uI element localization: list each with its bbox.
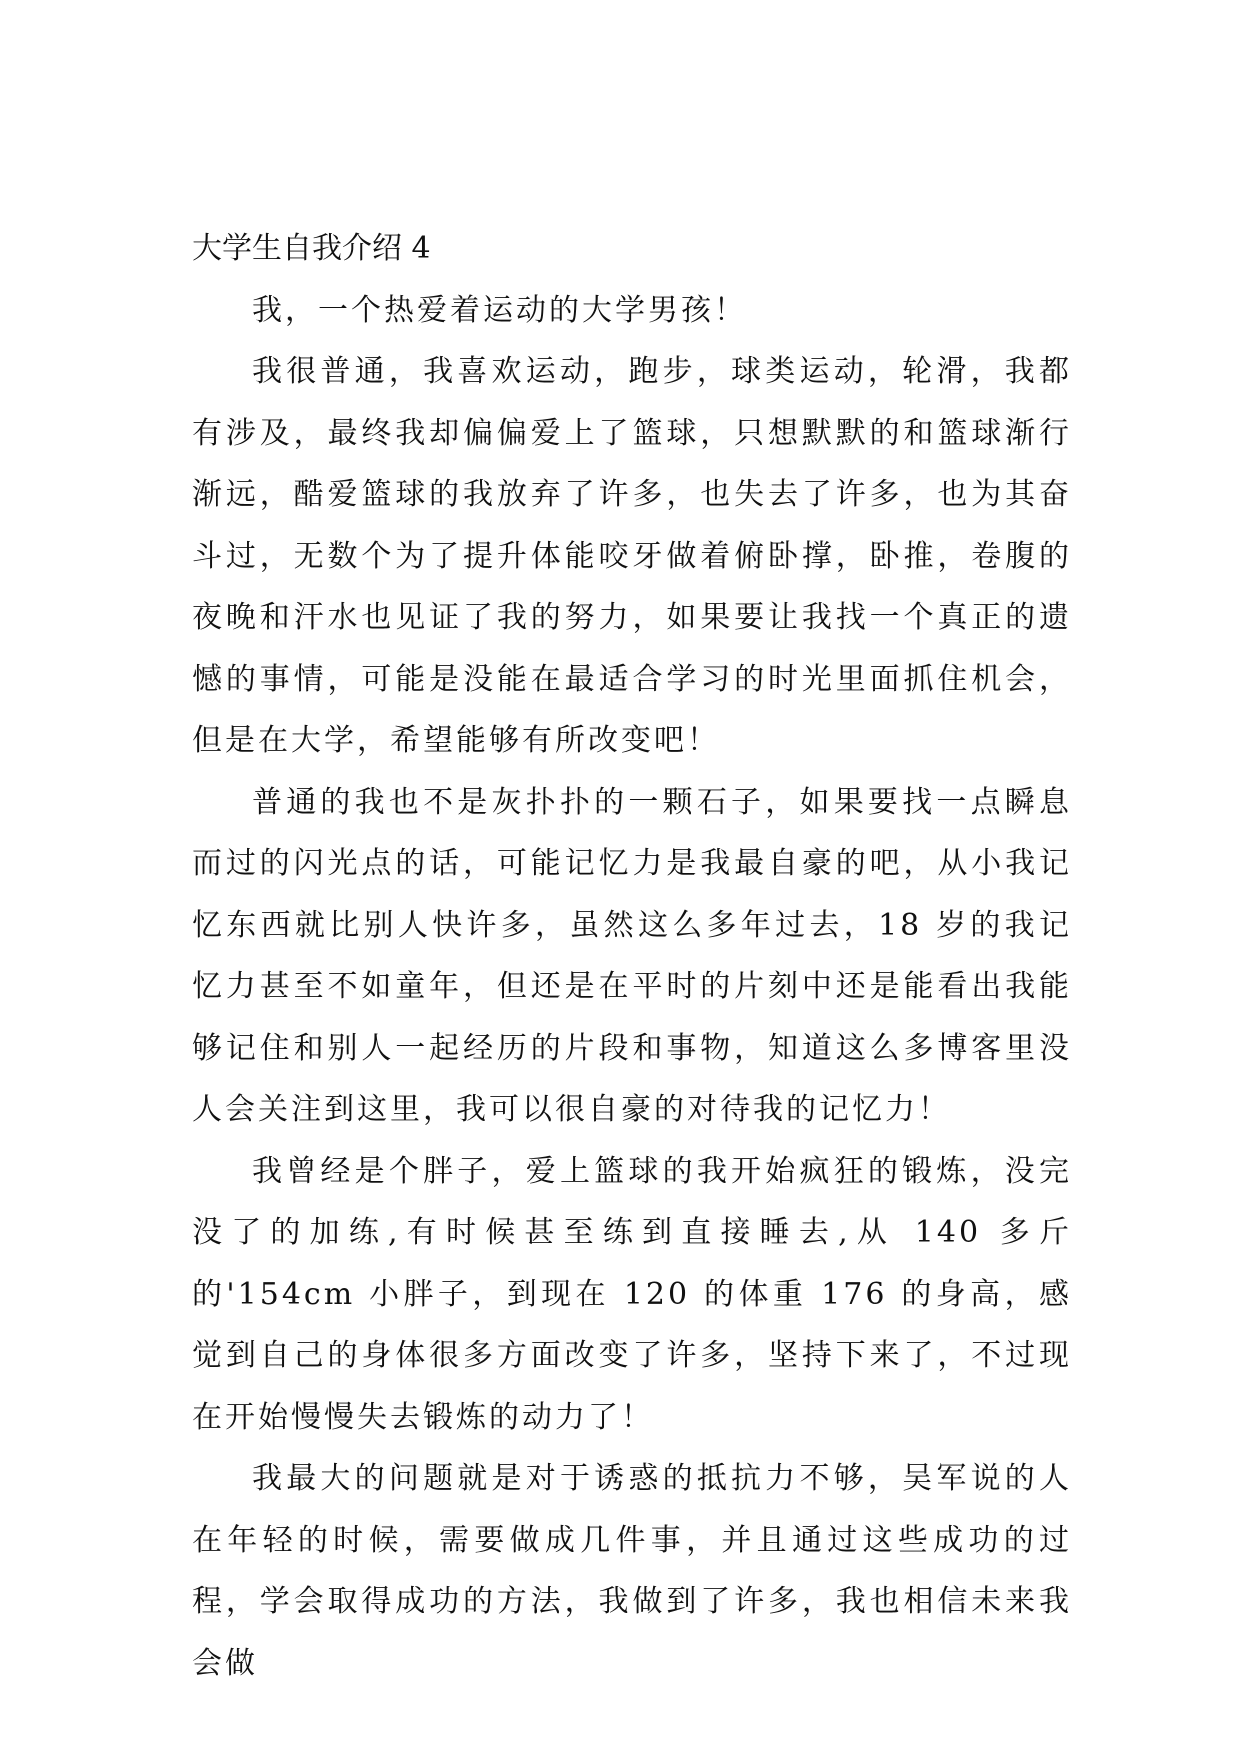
document-body <box>192 218 1072 1694</box>
document-title: 大学生自我介绍 4 <box>192 231 431 266</box>
paragraph-fitness: 我曾经是个胖子，爱上篮球的我开始疯狂的锻炼，没完没了的加练,有时候甚至练到直接睡去,从 140 多斤的'154cm 小胖子，到现在 120 的体重 176 的身高，感觉到自己的身体很多方面改变了许多，坚持下来了，不过现在开始慢慢失去锻炼的动力了！ <box>192 1153 1072 1435</box>
paragraph-memory: 普通的我也不是灰扑扑的一颗石子，如果要找一点瞬息而过的闪光点的话，可能记忆力是我最自豪的吧，从小我记忆东西就比别人快许多，虽然这么多年过去，18 岁的我记忆力甚至不如童年，但还是在平时的片刻中还是能看出我能够记住和别人一起经历的片段和事物，知道这么多博客里没人会关注到这里，我可以很自豪的对待我的记忆力！ <box>192 784 1072 1127</box>
paragraph-temptation: 我最大的问题就是对于诱惑的抵抗力不够，吴军说的人在年轻的时候，需要做成几件事，并且通过这些成功的过程，学会取得成功的方法，我做到了许多，我也相信未来我会做 <box>192 1461 1072 1681</box>
paragraph-sports: 我很普通，我喜欢运动，跑步，球类运动，轮滑，我都有涉及，最终我却偏偏爱上了篮球，只想默默的和篮球渐行渐远，酷爱篮球的我放弃了许多，也失去了许多，也为其奋斗过，无数个为了提升体能咬牙做着俯卧撑，卧推，卷腹的夜晚和汗水也见证了我的努力，如果要让我找一个真正的遗憾的事情，可能是没能在最适合学习的时光里面抓住机会，但是在大学，希望能够有所改变吧！ <box>192 354 1072 758</box>
paragraph-intro: 我，一个热爱着运动的大学男孩！ <box>252 292 747 328</box>
